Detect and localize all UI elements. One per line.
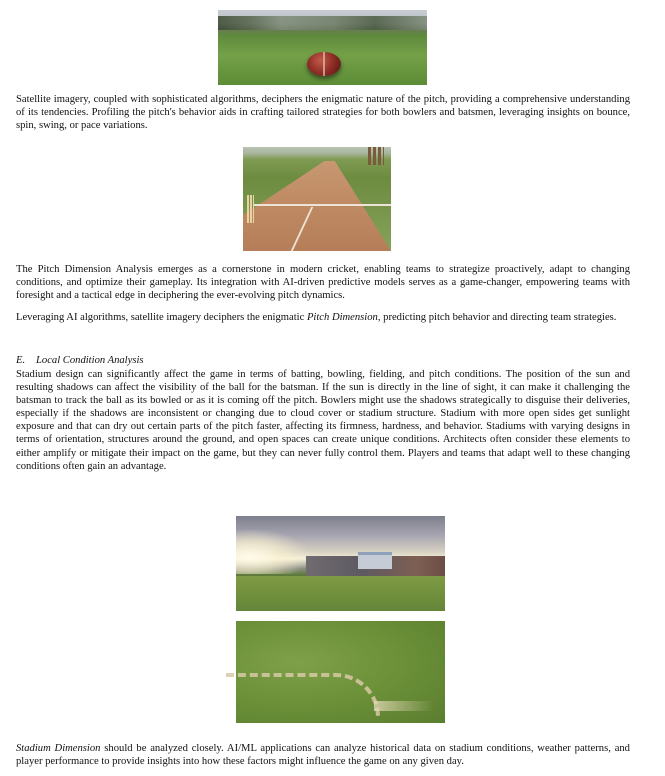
stadium-image <box>236 516 445 611</box>
p3-text-before: Leveraging AI algorithms, satellite imagery deciphers the enigmatic <box>16 312 307 323</box>
groundstaff <box>368 147 384 165</box>
paragraph-satellite-imagery: Satellite imagery, coupled with sophisticated algorithms, deciphers the enigmatic nature of the pitch, providing a comprehensive understanding of its tendencies. Profiling the pitch's behavior aids in crafting tailored strategies for both bowlers and batsmen, leveraging insights on bounce, spin, swing, or pace variations. <box>16 94 630 132</box>
paragraph-stadium-design: Stadium design can significantly affect the game in terms of batting, bowling, fielding, and pitch conditions. The position of the sun and resulting shadows can affect the visibility of the ball for the batsman. If the sun is directly in the line of sight, it can make it challenging the batsman to track the ball as its bowled or as it is coming off the pitch. Bowlers might use the shadows strategically to disguise their deliveries, especially if the shadows are inconsistent or changing due to cloud cover or stadium structure. Stadium with more open sides get sunlight exposure and that can dry out certain parts of the pitch faster, affecting its firmness, hardness, and behavior. Stadiums with varying designs in terms of orientation, structures around the ground, and open spaces can create unique conditions. Architects often consider these elements to either amplify or mitigate their impact on the game, but they can never fully control them. Players and teams that adapt well to these changing conditions often gain an advantage. <box>16 369 630 472</box>
tree-line <box>218 16 427 30</box>
outfield <box>236 576 445 611</box>
paragraph-pitch-dimension-analysis: The Pitch Dimension Analysis emerges as a cornerstone in modern cricket, enabling teams to strategize proactively, adapt to changing conditions, and optimize their gameplay. Its integration with AI-driven predictive models serves as a game-changer, empowering teams with foresight and a tactical edge in deciphering the ever-evolving pitch dynamics. <box>16 264 630 302</box>
cricket-pitch-image <box>243 147 391 251</box>
section-heading-local-condition <box>16 354 630 367</box>
stumps <box>247 195 254 223</box>
p3-text-after: , predicting pitch behavior and directing team strategies. <box>377 312 617 323</box>
ball-seam <box>323 52 325 76</box>
section-title: Local Condition Analysis <box>36 355 144 366</box>
p3-emphasis: Pitch Dimension <box>306 312 378 323</box>
rope-highlight <box>374 701 434 711</box>
boundary-rope-image <box>236 621 445 723</box>
boundary-rope <box>226 673 380 717</box>
cricket-ball-on-grass-image <box>218 10 427 85</box>
sun-glare <box>236 530 306 574</box>
section-letter: E. <box>16 355 26 366</box>
popping-crease <box>253 204 391 206</box>
pitch-strip <box>243 161 391 251</box>
paragraph-leveraging-ai <box>16 311 630 324</box>
paragraph-stadium-dimension <box>16 742 630 768</box>
p5-emphasis: Stadium Dimension <box>16 743 101 754</box>
pavilion <box>358 552 392 569</box>
p5-text-after: should be analyzed closely. AI/ML applications can analyze historical data on stadium conditions, weather patterns, and player performance to provide insights into how these factors might influence the game on any given day. <box>16 743 630 768</box>
